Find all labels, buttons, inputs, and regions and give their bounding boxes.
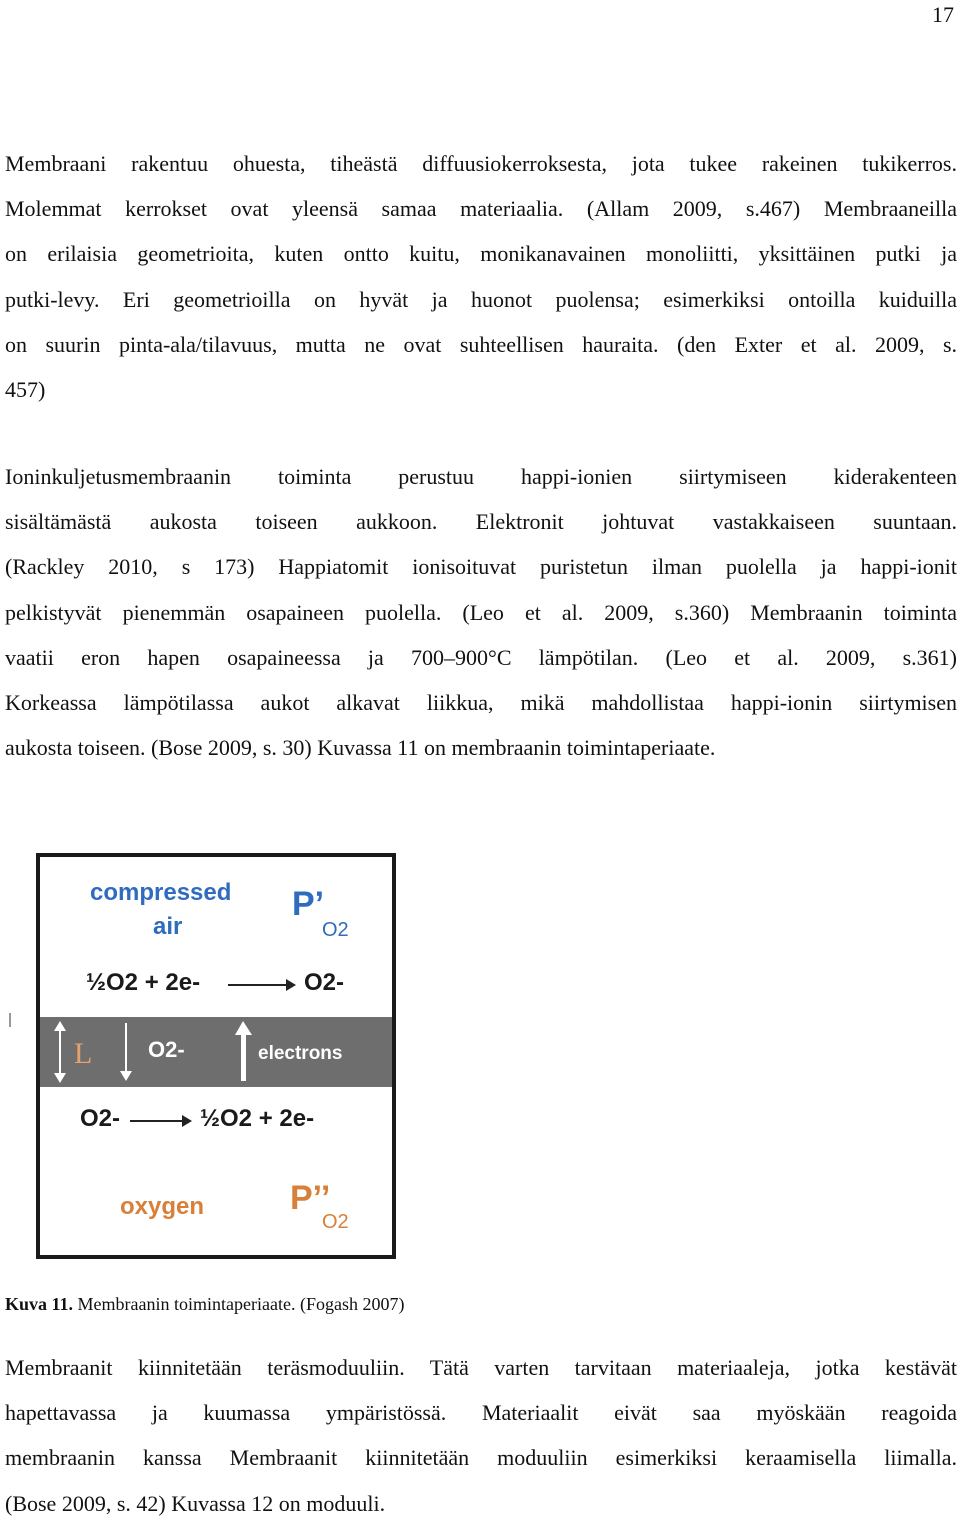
p-prime-label: P’ <box>292 885 325 923</box>
electrons-label: electrons <box>258 1043 343 1064</box>
membrane-diagram <box>36 853 396 1259</box>
text-line: Korkeassa lämpötilassa aukot alkavat liikkua, mikä mahdollistaa happi-ionin siirtymisen <box>5 690 957 716</box>
reaction-arrow-bottom <box>130 1120 190 1122</box>
text-line: Membraani rakentuu ohuesta, tiheästä diffuusiokerroksesta, jota tukee rakeinen tukikerros. <box>5 151 957 176</box>
text-line: hapettavassa ja kuumassa ympäristössä. Materiaalit eivät saa myöskään reagoida <box>5 1400 957 1426</box>
caption-text: Membraanin toimintaperiaate. (Fogash 2007) <box>73 1294 405 1314</box>
text-line: vaatii eron hapen osapaineessa ja 700–900°C lämpötilan. (Leo et al. 2009, s.361) <box>5 644 957 670</box>
text-line: sisältämästä aukosta toiseen aukkoon. Elektronit johtuvat vastakkaiseen suuntaan. <box>5 509 957 535</box>
reaction-top-right: O2- <box>304 969 345 996</box>
text-line: on erilaisia geometrioita, kuten ontto kuitu, monikanavainen monoliitti, yksittäinen putki ja <box>5 241 957 267</box>
text-line: Ioninkuljetusmembraanin toiminta perustuu happi-ionien siirtymiseen kiderakenteen <box>5 464 957 489</box>
oxygen-label: oxygen <box>120 1193 205 1220</box>
text-line: Molemmat kerrokset ovat yleensä samaa materiaalia. (Allam 2009, s.467) Membraaneilla <box>5 196 957 222</box>
text-line: 457) <box>5 377 46 403</box>
reaction-arrow-top <box>228 984 294 986</box>
text-line: (Bose 2009, s. 42) Kuvassa 12 on moduuli. <box>5 1490 386 1516</box>
p-double-prime-subscript: O2 <box>322 1211 349 1233</box>
text-line: (Rackley 2010, s 173) Happiatomit ionisoituvat puristetun ilman puolella ja happi-ionit <box>5 554 957 580</box>
margin-mark <box>9 1013 11 1027</box>
reaction-top-left: ½O2 + 2e- <box>86 969 201 996</box>
reaction-bottom-right: ½O2 + 2e- <box>200 1105 315 1132</box>
text-line: on suurin pinta-ala/tilavuus, mutta ne ovat suhteellisen hauraita. (den Exter et al. 2009, s. <box>5 331 957 357</box>
paragraph-membrane-structure <box>5 141 957 412</box>
thickness-label: L <box>74 1037 93 1070</box>
p-prime-subscript: O2 <box>322 919 349 941</box>
figure-caption <box>5 1294 404 1315</box>
reaction-bottom-left: O2- <box>80 1105 121 1132</box>
paragraph-module <box>5 1345 957 1526</box>
text-line: putki-levy. Eri geometrioilla on hyvät ja huonot puolensa; esimerkiksi ontoilla kuiduilla <box>5 286 957 312</box>
text-line: aukosta toiseen. (Bose 2009, s. 30) Kuvassa 11 on membraanin toimintaperiaate. <box>5 735 716 761</box>
paragraph-ion-transport <box>5 454 957 770</box>
text-line: Membraanit kiinnitetään teräsmoduuliin. Tätä varten tarvitaan materiaaleja, jotka kestävät <box>5 1355 957 1380</box>
text-line: pelkistyvät pienemmän osapaineen puolella. (Leo et al. 2009, s.360) Membraanin toiminta <box>5 599 957 625</box>
compressed-label: compressed <box>90 879 232 906</box>
text-line: membraanin kanssa Membraanit kiinnitetään moduuliin esimerkiksi keraamisella liimalla. <box>5 1445 957 1471</box>
air-label: air <box>153 913 183 940</box>
page-number: 17 <box>932 2 954 27</box>
membrane-ion-label: O2- <box>148 1037 185 1062</box>
caption-label: Kuva 11. <box>5 1294 74 1314</box>
p-double-prime-label: P’’ <box>290 1179 331 1217</box>
membrane-layer <box>40 1017 392 1087</box>
